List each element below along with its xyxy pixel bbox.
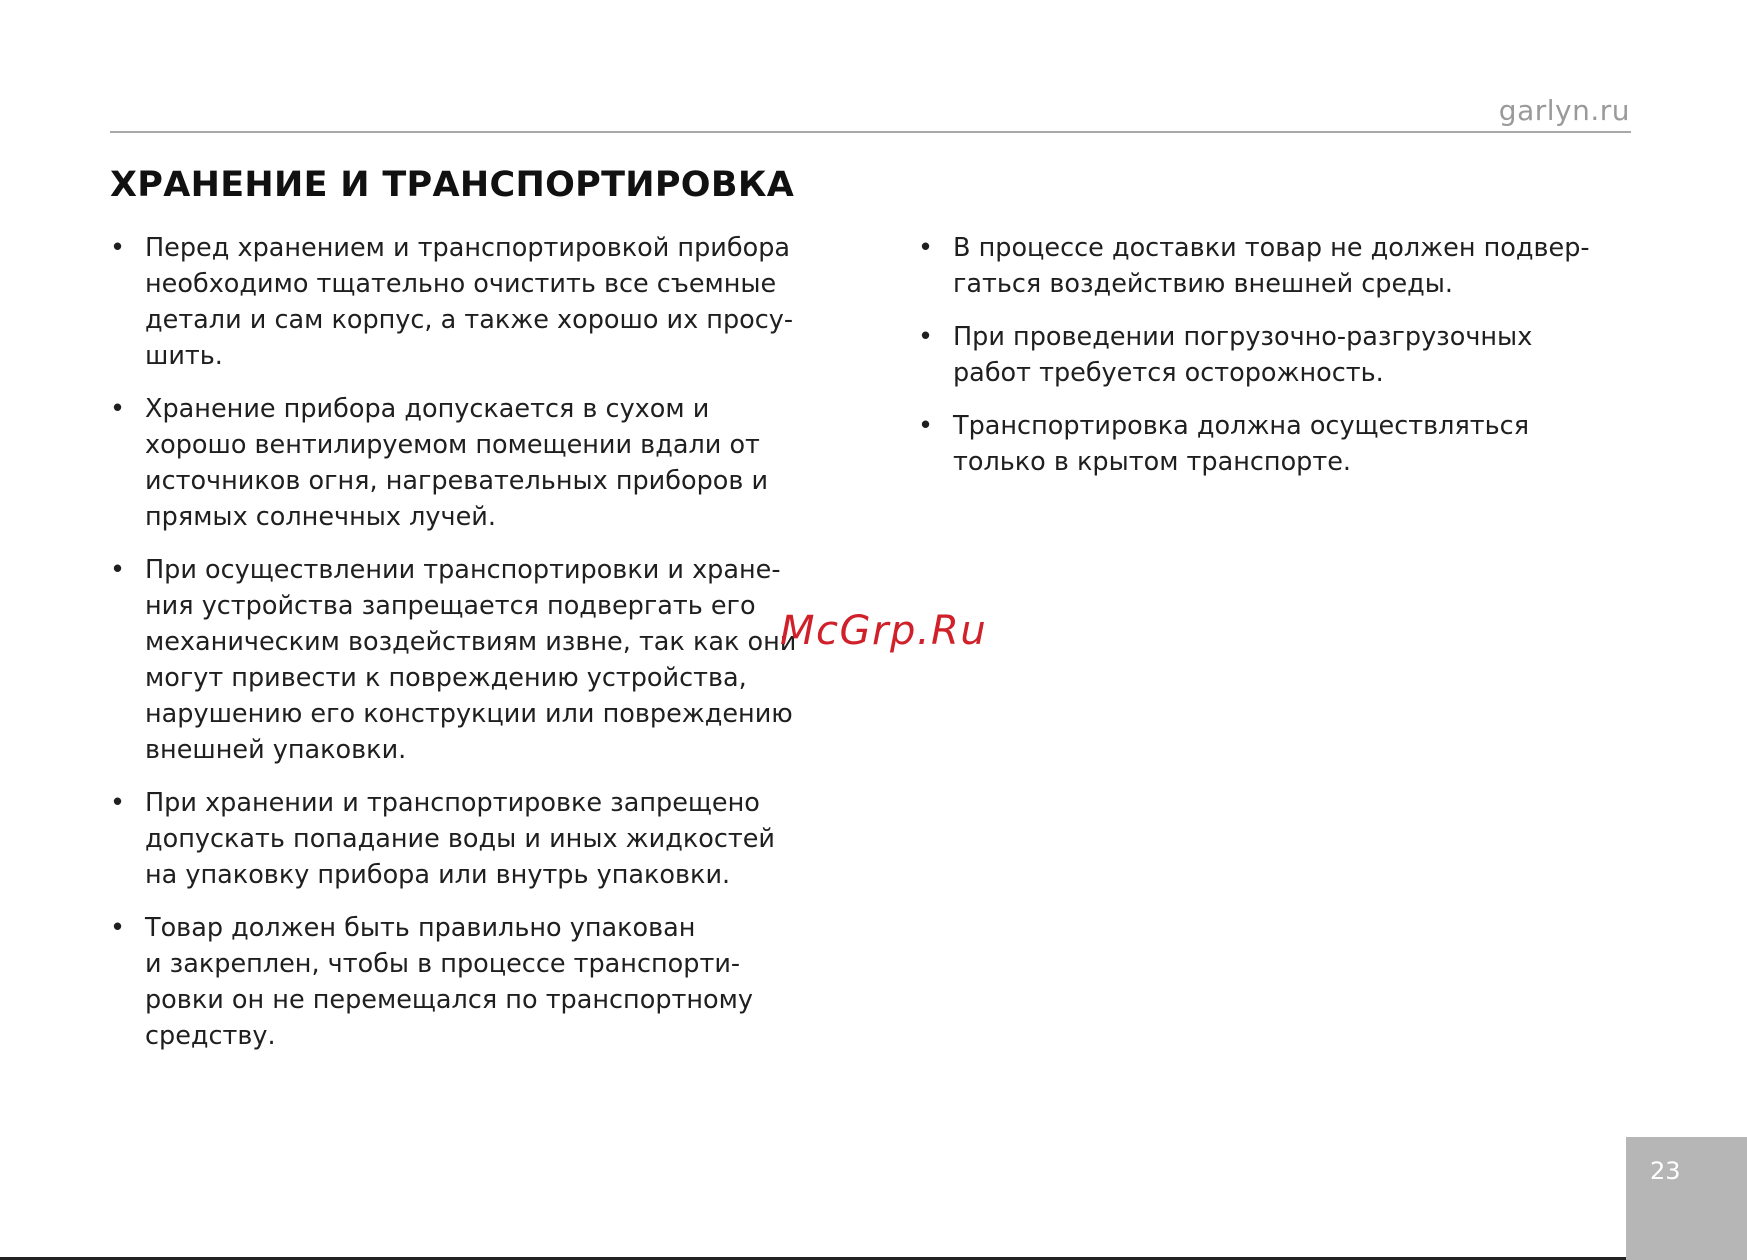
bullet-item — [110, 552, 830, 768]
bullet-item — [110, 230, 830, 374]
bullet-dot: • — [918, 322, 934, 352]
bullet-dot: • — [110, 913, 126, 943]
bullet-dot: • — [918, 411, 934, 441]
bullet-text: Товар должен быть правильно упакован и закреплен, чтобы в процессе транспорти- ровки он не перемещался по транспортному средству. — [145, 913, 753, 1051]
bullet-text: Хранение прибора допускается в сухом и хорошо вентилируемом помещении вдали от источников огня, нагревательных приборов и прямых солнечных лучей. — [145, 394, 769, 532]
bullet-item — [110, 910, 830, 1054]
header-divider — [110, 131, 1631, 133]
right-bullet-list — [918, 230, 1638, 497]
bullet-item — [110, 391, 830, 535]
bullet-text: Перед хранением и транспортировкой прибора необходимо тщательно очистить все съемные детали и сам корпус, а также хорошо их просу- шить. — [145, 233, 794, 371]
bullet-item — [918, 319, 1638, 391]
bullet-item — [918, 408, 1638, 480]
bullet-text: При проведении погрузочно-разгрузочных работ требуется осторожность. — [953, 322, 1533, 388]
bullet-item — [110, 785, 830, 893]
bullet-dot: • — [110, 394, 126, 424]
bullet-text: Транспортировка должна осуществляться только в крытом транспорте. — [953, 411, 1530, 477]
site-url: garlyn.ru — [1498, 94, 1630, 127]
bullet-item — [918, 230, 1638, 302]
bullet-text: В процессе доставки товар не должен подвер- гаться воздействию внешней среды. — [953, 233, 1590, 299]
page-number: 23 — [1650, 1157, 1681, 1185]
page-number-box — [1626, 1137, 1747, 1260]
watermark: McGrp.Ru — [780, 608, 988, 654]
bullet-dot: • — [110, 788, 126, 818]
bullet-text: При хранении и транспортировке запрещено допускать попадание воды и иных жидкостей на упаковку прибора или внутрь упаковки. — [145, 788, 775, 890]
bullet-dot: • — [110, 233, 126, 263]
page-title: ХРАНЕНИЕ И ТРАНСПОРТИРОВКА — [110, 165, 795, 205]
left-bullet-list — [110, 230, 830, 1071]
bullet-dot: • — [918, 233, 934, 263]
bullet-text: При осуществлении транспортировки и хране- ния устройства запрещается подвергать его механическим воздействиям извне, так как они могут привести к повреждению устройства, нарушению его конструкции или повреждению внешней упаковки. — [145, 555, 797, 765]
bullet-dot: • — [110, 555, 126, 585]
